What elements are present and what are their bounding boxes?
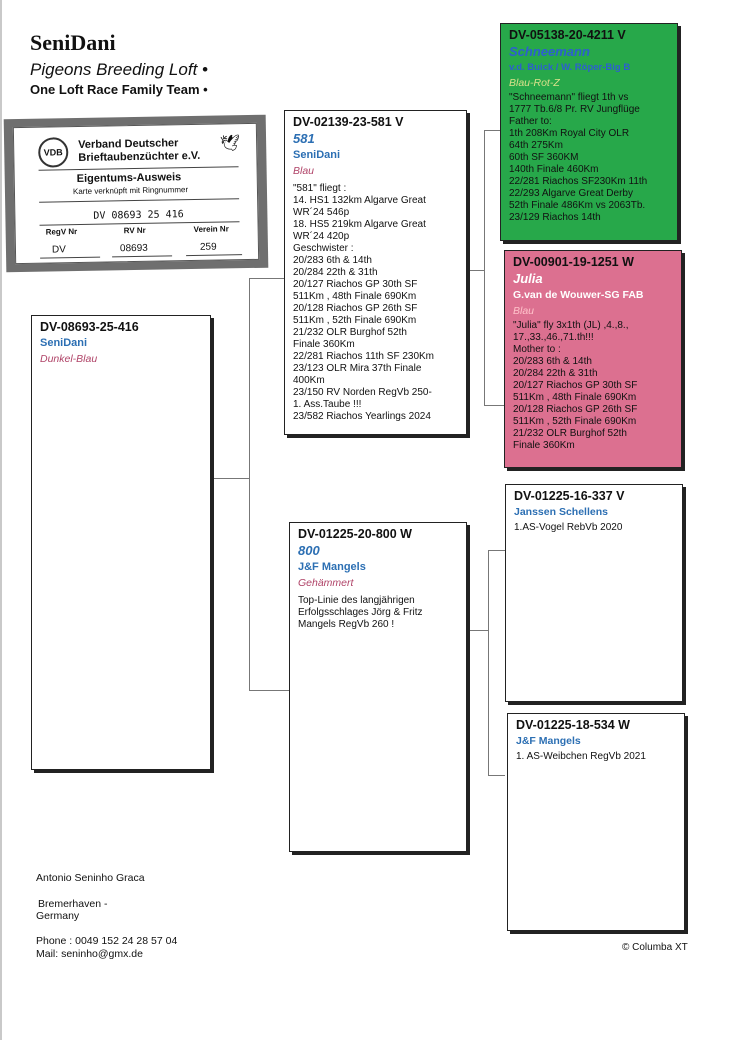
connector [488, 550, 505, 551]
card-note: Karte verknüpft mit Ringnummer [72, 185, 189, 197]
feather-color: Blau-Rot-Z [509, 77, 560, 89]
feather-color: Blau [293, 165, 315, 177]
sire-card [284, 110, 467, 435]
divider [39, 166, 239, 170]
association-logo-icon: VDB [38, 137, 69, 168]
divider [186, 254, 242, 256]
breeder: G.van de Wouwer-SG FAB [513, 289, 644, 301]
ring-number: DV-01225-16-337 V [514, 489, 625, 503]
achievements: 1. AS-Weibchen RegVb 2021 [516, 751, 646, 762]
label-regv: RegV Nr [45, 227, 78, 237]
owner-city: Bremerhaven - [38, 898, 108, 910]
sire-dam-card [504, 250, 682, 468]
divider [40, 257, 100, 259]
achievements: "Schneemann" fliegt 1th vs 1777 Tb.6/8 Pr. RV Jungflüge Father to: 1th 208Km Royal City OLR 64th 275Km 60th SF 360KM 140th Finale 460Km 22/281 Riachos SF230Km 11th 22/293 Algarve Great Derby 52th Finale 486Km vs 2063Tb. 23/129 Riachos 14th [509, 92, 648, 223]
breeder: Janssen Schellens [514, 506, 608, 518]
connector [484, 405, 504, 406]
sire-sire-card [500, 23, 678, 241]
feather-color: Gehämmert [298, 577, 354, 589]
pigeon-name: Julia [513, 271, 543, 286]
breeder: J&F Mangels [516, 735, 581, 747]
breeder: SeniDani [293, 149, 341, 161]
loft-team: One Loft Race Family Team • [30, 82, 208, 97]
ring-number: DV-00901-19-1251 W [513, 255, 634, 269]
ring-number: DV-05138-20-4211 V [509, 28, 626, 42]
connector [488, 550, 489, 775]
connector [210, 478, 249, 479]
owner-phone: Phone : 0049 152 24 28 57 04 [36, 935, 178, 947]
pigeon-name: Schneemann [509, 44, 590, 59]
subject-pigeon-card [31, 315, 211, 770]
dam-dam-card [507, 713, 685, 931]
owner-country: Germany [36, 910, 80, 922]
ring-number: DV-01225-18-534 W [516, 718, 630, 732]
loft-subtitle: Pigeons Breeding Loft • [30, 60, 208, 79]
connector [249, 690, 289, 691]
ownership-id-card [4, 115, 269, 273]
connector [488, 775, 505, 776]
pigeon-name: 800 [298, 543, 320, 558]
achievements: 1.AS-Vogel RebVb 2020 [514, 522, 623, 533]
breeder: SeniDani [40, 337, 88, 349]
loft-title: SeniDani [30, 30, 116, 55]
ring-number: DV-02139-23-581 V [293, 115, 404, 129]
ring-number: DV-08693-25-416 [40, 320, 139, 334]
feather-color: Blau [513, 305, 535, 317]
feather-color: Dunkel-Blau [40, 353, 98, 365]
dam-card [289, 522, 467, 852]
card-ring-number: DV 08693 25 416 [93, 209, 184, 222]
copyright: © Columba XT [622, 942, 688, 953]
ring-number: DV-01225-20-800 W [298, 527, 412, 541]
connector [466, 630, 488, 631]
association-name: Verband Deutscher Brieftaubenzüchter e.V. [78, 137, 201, 164]
pigeon-name: 581 [293, 131, 315, 146]
divider [112, 255, 172, 257]
value-regv: DV [51, 244, 66, 256]
connector [484, 130, 500, 131]
divider [39, 198, 239, 202]
label-verein: Verein Nr [193, 224, 229, 234]
label-rv: RV Nr [123, 225, 146, 236]
owner-email: Mail: seninho@gmx.de [36, 948, 143, 960]
value-verein: 259 [199, 241, 217, 253]
value-rv: 08693 [119, 242, 148, 255]
dam-sire-card [505, 484, 683, 702]
pigeon-icon: 🕊 [219, 135, 241, 153]
connector [249, 278, 250, 690]
achievements: "Julia" fly 3x1th (JL) ,4.,8., 17.,33.,46.,71.th!!! Mother to : 20/283 6th & 14th 20/284 22th & 31th 20/127 Riachos GP 30th SF 511Km , 48th Finale 690Km 20/128 Riachos GP 26th SF 511Km , 52th Finale 690Km 21/232 OLR Burghof 52th Finale 360Km [513, 320, 638, 451]
connector [466, 270, 484, 271]
owner-name: Antonio Seninho Graca [36, 872, 145, 884]
breeder: v.d. Buick / W. Röper-Big B [509, 62, 631, 73]
connector [484, 130, 485, 405]
achievements: "581" fliegt : 14. HS1 132km Algarve Great WR´24 546p 18. HS5 219km Algarve Great WR´24 420p Geschwister : 20/283 6th & 14th 20/284 22th & 31th 20/127 Riachos GP 30th SF 511Km , 48th Finale 690Km 20/128 Riachos GP 26th SF 511Km , 52th Finale 690Km 21/232 OLR Burghof 52th Finale 360Km 22/281 Riachos 11th SF 230Km 23/123 OLR Mira 37th Finale 400Km 23/150 RV Norden RegVb 250- 1. Ass.Taube !!! 23/582 Riachos Yearlings 2024 [293, 183, 435, 422]
card-title: Eigentums-Ausweis [76, 171, 182, 186]
achievements: Top-Linie des langjährigen Erfolgsschlages Jörg & Fritz Mangels RegVb 260 ! [298, 595, 423, 630]
breeder: J&F Mangels [298, 561, 366, 573]
connector [249, 278, 284, 279]
